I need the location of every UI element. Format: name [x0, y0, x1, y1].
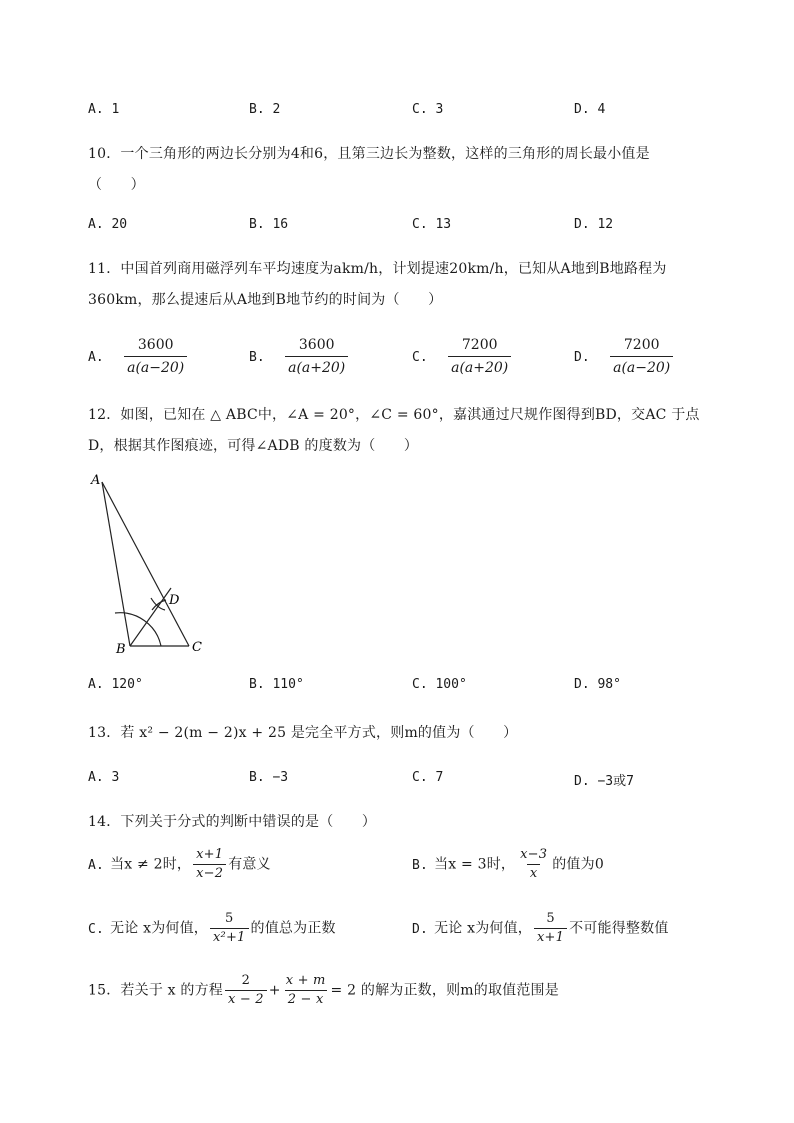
fraction: $\frac{3600}{a(a+20)}$ — [285, 334, 348, 379]
q10-option-d: D. 12 — [574, 217, 614, 232]
q9-option-c: C. 3 — [412, 102, 444, 117]
option-label: A. — [88, 857, 105, 873]
fraction: $\frac{7200}{a(a+20)}$ — [448, 334, 511, 379]
q10-option-c: C. 13 — [412, 217, 452, 232]
q14-option-a: A. 当x ≠ 2时， $\frac{x+1}{x-2}$ 有意义 — [88, 847, 271, 881]
fraction: $\frac{7200}{a(a-20)}$ — [610, 334, 673, 379]
vertex-label-a: A — [91, 473, 101, 488]
fraction: $\frac{5}{\text{x²+1}}$ — [210, 910, 249, 947]
q13-text: 13．若 x² − 2(m − 2)x + 25 是完全平方式，则m的值为（ ） — [88, 725, 518, 741]
q14-option-d: D. 无论 x为何值， $\frac{5}{x+1}$ 不可能得整数值 — [412, 911, 669, 945]
side-ab — [102, 482, 130, 646]
q12-option-a: A. 120° — [88, 677, 143, 692]
q14-option-b: B. 当x = 3时， $\frac{x-3}{x}$ 的值为0 — [412, 847, 604, 881]
q11-line2: 360km，那么提速后从A地到B地节约的时间为（ ） — [88, 292, 443, 308]
option-label: B. — [249, 349, 265, 365]
fraction: $\frac{x + m}{2 - x}$ — [285, 973, 326, 1007]
q14-option-c: C. 无论 x为何值， $\frac{5}{\text{x²+1}}$ 的值总为正数 — [88, 911, 336, 945]
option-label: C. — [412, 349, 428, 365]
q12-line1: 12．如图，已知在 △ ABC中，∠A = 20°，∠C = 60°，嘉淇通过尺规作图得到BD，交AC 于点 — [88, 407, 700, 423]
q11-option-b — [249, 334, 350, 379]
q9-option-d: D. 4 — [574, 102, 606, 117]
q9-option-b: B. 2 — [249, 102, 281, 117]
q10-text: 10．一个三角形的两边长分别为4和6，且第三边长为整数，这样的三角形的周长最小值是 — [88, 146, 650, 162]
bisector-bd — [130, 588, 171, 646]
fraction: $\frac{x-3}{x}$ — [520, 847, 548, 881]
option-label: B. — [412, 857, 429, 873]
fraction: $\frac{3600}{a(a-20)}$ — [124, 334, 187, 379]
q10-option-b: B. 16 — [249, 217, 289, 232]
q13-option-b: B. −3 — [249, 770, 289, 785]
option-label: D. — [574, 349, 590, 365]
q10-paren: （ ） — [88, 177, 145, 193]
q13-option-c: C. 7 — [412, 770, 444, 785]
q13-option-a: A. 3 — [88, 770, 120, 785]
option-label: C. — [88, 921, 105, 937]
vertex-label-c: C — [192, 640, 202, 655]
vertex-label-b: B — [116, 642, 126, 657]
triangle-figure — [85, 470, 225, 660]
q14-text: 14．下列关于分式的判断中错误的是（ ） — [88, 814, 377, 830]
vertex-label-d: D — [169, 593, 180, 608]
option-label: A. — [88, 349, 104, 365]
q12-option-d: D. 98° — [574, 677, 621, 692]
q15-text: 15．若关于 x 的方程 $\frac{2}{x - 2}$ + $\frac{x + m}{2 - x}$ = 2 的解为正数，则m的取值范围是 — [88, 973, 559, 1007]
q9-option-a: A. 1 — [88, 102, 120, 117]
q12-option-c: C. 100° — [412, 677, 467, 692]
construction-arc — [115, 613, 161, 646]
q11-option-d — [574, 334, 675, 379]
q10-option-a: A. 20 — [88, 217, 128, 232]
option-label: D. — [412, 921, 429, 937]
q13-option-d: D. −3或7 — [574, 774, 634, 789]
fraction: $\frac{x+1}{x-2}$ — [193, 846, 226, 883]
q12-line2: D，根据其作图痕迹，可得∠ADB 的度数为（ ） — [88, 438, 419, 454]
fraction: $\frac{2}{x - 2}$ — [225, 972, 267, 1009]
q11-option-c — [412, 334, 513, 379]
q11-option-a — [88, 334, 189, 379]
q12-option-b: B. 110° — [249, 677, 304, 692]
q11-line1: 11．中国首列商用磁浮列车平均速度为akm/h，计划提速20km/h，已知从A地到B地路程为 — [88, 261, 667, 277]
fraction: $\frac{5}{x+1}$ — [534, 910, 567, 947]
